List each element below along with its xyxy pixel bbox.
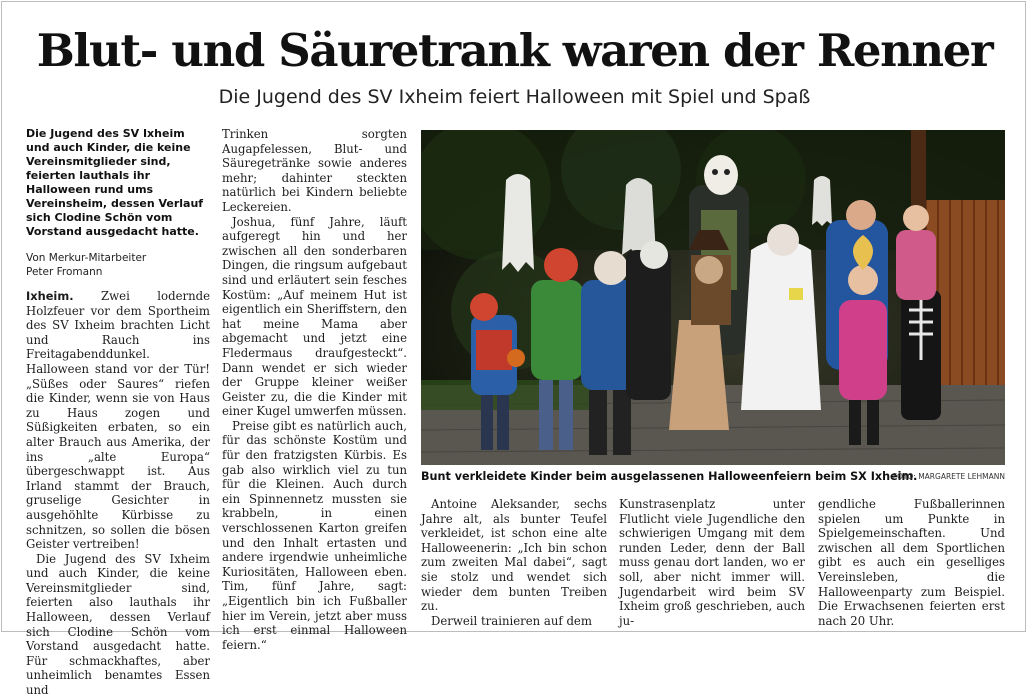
column-4: [619, 497, 805, 628]
body-paragraph: Trinken sorgten Augapfelessen, Blut- und Säuregetränke sowie anderes mehr; dahinter steckten natürlich bei Kindern beliebte Leckereien.: [222, 127, 407, 214]
body-paragraph: Joshua, fünf Jahre, läuft aufgeregt hin und her zwischen all den sonderbaren Dingen, die ringsum aufgebaut sind und erläutert sein fesches Kostüm: „Auf meinem Hut ist eigentlich ein Sheriffstern, den hat meine Mama aber abgemacht und jetzt eine Fledermaus draufgesteckt“. Dann wendet er sich wieder der Gruppe kleiner weißer Geister zu, die die Kinder mit einer Kugel umwerfen müssen.: [222, 214, 407, 419]
column-5: [818, 497, 1005, 628]
photo-credit: FOTO: MARGARETE LEHMANN: [892, 472, 1005, 481]
column-1-text: [26, 289, 210, 698]
byline: [26, 251, 210, 279]
headline: Blut- und Säuretrank waren der Renner: [36, 24, 993, 77]
body-paragraph: Preise gibt es natürlich auch, für das schönste Kostüm und für den fratzigsten Kürbis. Es gab also wirklich viel zu tun für die Kleinen. Auch durch ein Spinnennetz mussten sie krabbeln, in einen verschlossenen Karton greifen und den Inhalt ertasten und andere irgendwie unheimliche Kuriositäten, Halloween eben. Tim, fünf Jahre, sagt: „Eigentlich bin ich Fußballer hier im Verein, jetzt aber muss ich erst einmal Halloween feiern.“: [222, 418, 407, 652]
intro-paragraph: Die Jugend des SV Ixheim und auch Kinder, die keine Vereinsmitglieder sind, feierten lauthals ihr Halloween rund ums Vereinsheim, dessen Verlauf sich Clodine Schön vom Vorstand ausgedacht hatte.: [26, 127, 204, 238]
subheadline: Die Jugend des SV Ixheim feiert Halloween mit Spiel und Spaß: [218, 86, 811, 108]
body-paragraph: [26, 289, 210, 552]
column-1: [26, 127, 210, 698]
body-paragraph: Antoine Aleksander, sechs Jahre alt, als bunter Teufel verkleidet, ist schon eine alte Halloweenerin: „Ich bin schon zum zweiten Mal dabei“, sagt sie stolz und wendet sich wieder dem bunten Treiben zu.: [421, 497, 607, 614]
byline-line-2: Peter Fromann: [26, 266, 103, 278]
photo-caption: Bunt verkleidete Kinder beim ausgelassenen Halloweenfeiern beim SX Ixheim.: [421, 470, 918, 483]
dateline: Ixheim.: [26, 289, 74, 303]
byline-line-1: Von Merkur-Mitarbeiter: [26, 252, 147, 264]
body-paragraph: Die Jugend des SV Ixheim und auch Kinder, die keine Vereinsmitglieder sind, feierten also lauthals ihr Halloween, dessen Verlauf sich Clodine Schön vom Vorstand ausgedacht hatte. Für schmackhaftes, aber unheimlich benamtes Essen und: [26, 551, 210, 698]
column-3: [421, 497, 607, 628]
body-paragraph: gendliche Fußballerinnen spielen um Punkte in Spielgemeinschaften. Und zwischen all dem Sportlichen gibt es auch ein geselliges Vereinsleben, die Halloweenparty zum Beispiel. Die Erwachsenen feierten erst nach 20 Uhr.: [818, 497, 1005, 628]
body-paragraph-text: Zwei lodernde Holzfeuer vor dem Sportheim des SV Ixheim brachten Licht und Rauch ins Freitagabenddunkel. Halloween stand vor der Tür! „Süßes oder Saures“ riefen die Kinder, wenn sie von Haus zu Haus zogen und Süßigkeiten erbaten, so ein alter Brauch aus Amerika, der ins „alte Europa“ übergeschwappt ist. Aus Irland stammt der Brauch, gruselige Gesichter in ausgehöhlte Kürbisse zu schnitzen, so sollen die bösen Geister vertreiben!: [26, 289, 210, 552]
column-2: [222, 127, 407, 652]
body-paragraph: Kunstrasenplatz unter Flutlicht viele Jugendliche den schwierigen Umgang mit dem runden Leder, denn der Ball muss genau dort landen, wo er soll, aber nicht immer will. Jugendarbeit wird beim SV Ixheim groß geschrieben, auch ju-: [619, 497, 805, 628]
body-paragraph: Derweil trainieren auf dem: [431, 613, 592, 628]
article-photo: [421, 130, 1005, 465]
photo-caption-row: [421, 470, 1005, 484]
halloween-photo-illustration: [421, 130, 1005, 465]
